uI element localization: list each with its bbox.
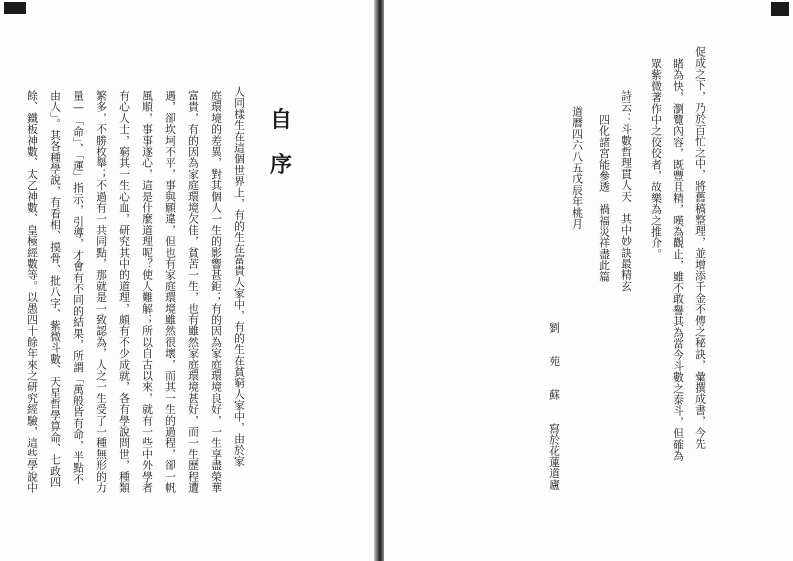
preface-column-9: 由人」。其各種學說，有看相、摸骨、批八字、紫微斗數、天星哲學算命、七政四 [49,90,62,488]
body-column-1: 促成之下，乃於百忙之中，將舊稿整理，並增添千金不傳之秘訣，彙撰成書，今先 [694,46,707,450]
scan-corner-mark [771,2,789,16]
page-title-char-2: 序 [269,152,292,178]
left-page [0,0,376,561]
right-page [384,0,793,561]
body-column-2: 睹為快，瀏覽內容，既豐且精，嘆為觀止，雖不敢譽其為當今斗數之泰斗，但確為 [672,58,685,462]
date-line: 道曆四六八五戊辰年桃月 [571,106,584,230]
preface-column-8: 量—「命」、「運」指示，引導，才會有不同的結果，所謂「萬般皆有命，半點不 [72,90,85,485]
preface-column-6: 有心人士，窮其一生心血，研究其中的道理，頗有不少成就，各有學說問世，種類 [118,90,131,494]
preface-column-10: 餘、鐵板神數、太乙神數、皇極經數等。以愚四十餘年來之研究經驗，這些學說中 [26,90,39,494]
preface-column-1: 人同樣生在這個世界上，有的生在富貴人家中，有的生在貧窮人家中，由於家 [233,86,246,467]
body-column-3: 眾紫微著作中之佼佼者，故樂為之推介。 [650,58,663,260]
page-title-char-1: 自 [269,107,292,133]
scan-corner-mark [4,2,26,14]
preface-column-4: 遇，卻坎坷不平，事與願違，但也有家庭環境雖然很壞，而其一生的過程，卻一帆 [164,90,177,494]
poem-line-2: 四化諸宮能參透 禍福災祥盡此篇 [598,114,611,282]
author-signature-line: 劉 苑 蘇 寫於花蓮道廬 [548,322,561,490]
preface-column-5: 風順，事事遂心，這是什麼道理呢？使人難解；所以自古以來，就有一些中外學者 [141,90,154,494]
poem-line-1: 詩云：斗數哲理貫人天 其中妙訣最精玄 [620,90,633,292]
preface-column-7: 繁多，不勝枚舉；不過有一共同點，那就是一致認為，人之一生受了一種無形的力 [95,90,108,494]
preface-column-2: 庭環境的差異，對其個人一生的影響甚鉅；有的因為家庭環境良好，一生享盡榮華 [210,90,223,494]
preface-column-3: 富貴，有的因為家庭環境欠佳，貧苦一生，也有雖然家庭環境甚好，而一生歷程遭 [187,90,200,494]
